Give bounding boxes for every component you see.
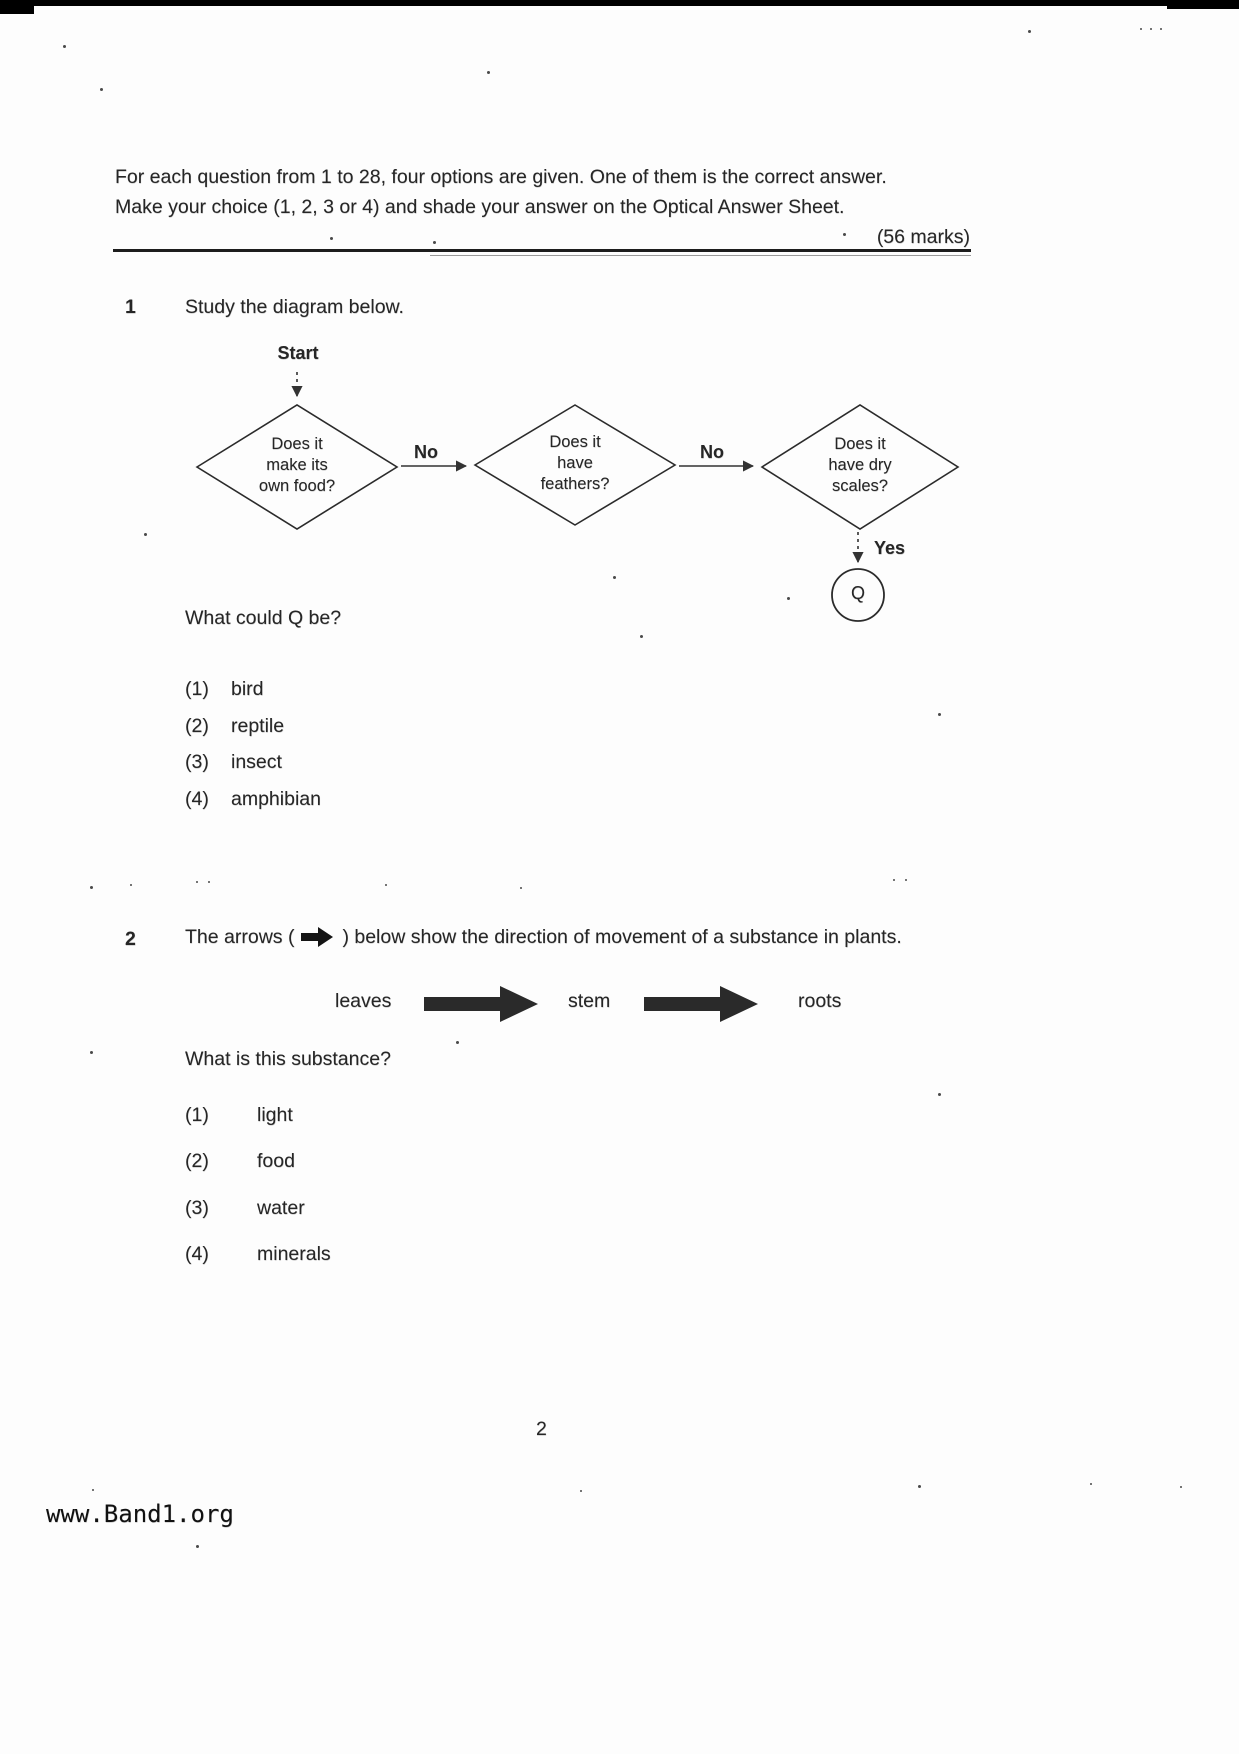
q2-prompt-before: The arrows (: [185, 925, 295, 948]
scan-speck: [520, 887, 522, 889]
option-number: (1): [185, 678, 209, 700]
q2-question: What is this substance?: [185, 1048, 391, 1070]
diamond3-line1: Does it: [834, 435, 886, 453]
q1-option-4: [185, 788, 321, 811]
watermark-url: www.Band1.org: [46, 1500, 234, 1528]
diamond1-line2: make its: [266, 456, 328, 474]
page-number: 2: [536, 1418, 547, 1440]
diagram-label-stem: stem: [568, 990, 611, 1012]
scan-speck: [196, 881, 198, 883]
q2-number: 2: [125, 928, 136, 950]
scan-speck: [938, 1093, 941, 1096]
option-label: minerals: [257, 1243, 331, 1265]
q1-option-1: [185, 678, 264, 701]
q1-option-2: [185, 715, 284, 738]
option-label: reptile: [231, 715, 285, 737]
q2-prompt-after: ) below show the direction of movement of a substance in plants.: [342, 925, 902, 948]
option-number: (3): [185, 1197, 209, 1219]
option-number: (4): [185, 788, 209, 810]
scan-speck: [90, 1051, 93, 1054]
q2-prompt: [185, 925, 902, 949]
diamond3-line3: scales?: [832, 477, 888, 495]
flowchart-diamond3-label: [780, 434, 940, 497]
scan-speck: [456, 1041, 459, 1044]
block-arrow-right-icon: [644, 985, 762, 1023]
diamond1-line1: Does it: [271, 435, 323, 453]
marks-label: (56 marks): [876, 226, 970, 248]
flowchart-diagram: [0, 0, 1239, 680]
scan-speck: [196, 1545, 199, 1548]
scan-speck: [90, 886, 93, 889]
option-number: (2): [185, 715, 209, 737]
q1-number: 1: [125, 296, 136, 318]
scan-speck: [208, 881, 210, 883]
option-number: (3): [185, 751, 209, 773]
option-number: (4): [185, 1243, 209, 1265]
instructions-line-2: Make your choice (1, 2, 3 or 4) and shade your answer on the Optical Answer Sheet.: [115, 196, 845, 218]
diamond2-line2: have: [557, 454, 593, 472]
scan-speck: [92, 1489, 94, 1491]
scan-speck: [893, 879, 895, 881]
option-label: insect: [231, 751, 282, 773]
scan-speck: [918, 1485, 921, 1488]
option-label: food: [257, 1150, 295, 1172]
scan-speck: [905, 879, 907, 881]
scan-speck: [580, 1490, 582, 1492]
block-arrow-right-icon: [300, 925, 336, 949]
q2-option-3: [185, 1197, 305, 1220]
q1-option-3: [185, 751, 282, 774]
diagram-label-leaves: leaves: [335, 990, 392, 1012]
q1-question: What could Q be?: [185, 607, 342, 629]
diagram-label-roots: roots: [798, 990, 842, 1012]
flowchart-diamond1-label: [217, 434, 377, 497]
option-label: water: [257, 1197, 305, 1219]
option-label: amphibian: [231, 788, 321, 810]
flowchart-yes-label: Yes: [874, 538, 906, 558]
q2-option-4: [185, 1243, 331, 1266]
diamond3-line2: have dry: [828, 456, 892, 474]
option-label: bird: [231, 678, 264, 700]
q2-option-1: [185, 1104, 293, 1127]
flowchart-no2-label: No: [700, 442, 724, 462]
option-number: (2): [185, 1150, 209, 1172]
diamond2-line1: Does it: [549, 433, 601, 451]
diamond1-line3: own food?: [258, 477, 336, 495]
block-arrow-right-icon: [424, 985, 542, 1023]
flowchart-start-label: Start: [277, 343, 319, 363]
option-number: (1): [185, 1104, 209, 1126]
flowchart-diamond2-label: [495, 432, 655, 495]
scan-speck: [1180, 1486, 1182, 1488]
instructions-line-1: For each question from 1 to 28, four options are given. One of them is the correct answer.: [115, 166, 887, 188]
q1-prompt: Study the diagram below.: [185, 296, 404, 318]
flowchart-no1-label: No: [414, 442, 438, 462]
diamond2-line3: feathers?: [540, 475, 610, 493]
q2-option-2: [185, 1150, 295, 1173]
option-label: light: [257, 1104, 293, 1126]
flowchart-q-label: Q: [850, 583, 865, 603]
scan-speck: [938, 713, 941, 716]
scan-speck: [130, 884, 132, 886]
scan-speck: [1090, 1483, 1092, 1485]
scan-speck: [385, 884, 387, 886]
